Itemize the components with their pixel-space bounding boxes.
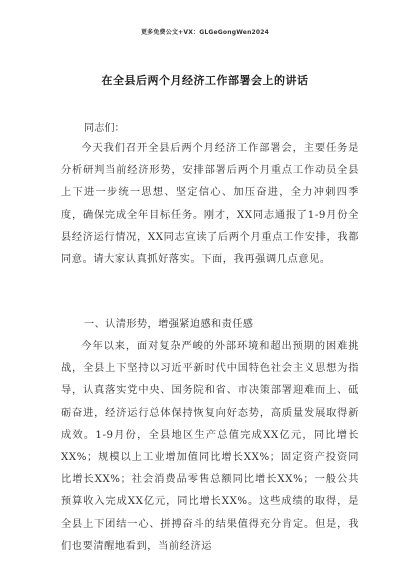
section-paragraph: 今年以来，面对复杂严峻的外部环境和超出预期的困难挑战，全县上下坚持以习近平新时代中国特色社会主义思想为指导，认真落实党中央、国务院和省、市决策部署迎难而上、砥砺奋进，经济运行总体保持恢复向好态势，高质量发展取得新成效。1-9月份，全县地区生产总值完成XX亿元，同比增长XX%；规模以上工业增加值同比增长XX%；固定资产投资同比增长XX%；社会消费品零售总额同比增长XX%；一般公共预算收入完成XX亿元，同比增长XX%。这些成绩的取得，是全县上下团结一心、拼搏奋斗的结果值得充分肯定。但是，我们也要清醒地看到，当前经济运 xyxy=(61,341,359,552)
section-heading: 一、认清形势，增强紧迫感和责任感 xyxy=(84,319,254,330)
document-title: 在全县后两个月经济工作部署会上的讲话 xyxy=(101,74,309,87)
header-note: 更多免费公文+VX：GLGeGongWen2024 xyxy=(140,29,270,36)
section-paragraph-block xyxy=(61,336,359,558)
intro-paragraph: 今天我们召开全县后两个月经济工作部署会，主要任务是分析研判当前经济形势，安排部署后两个月重点工作动员全县上下进一步统一思想、坚定信心、加压奋进，全力冲刺四季度，确保完成全年目标任务。刚才，XX同志通报了1-9月份全县经济运行情况，XX同志宣读了后两个月重点工作安排，我都同意。请大家认真抓好落实。下面，我再强调几点意见。 xyxy=(61,143,359,266)
intro-paragraph-block xyxy=(61,138,359,271)
salutation: 同志们： xyxy=(84,123,125,134)
